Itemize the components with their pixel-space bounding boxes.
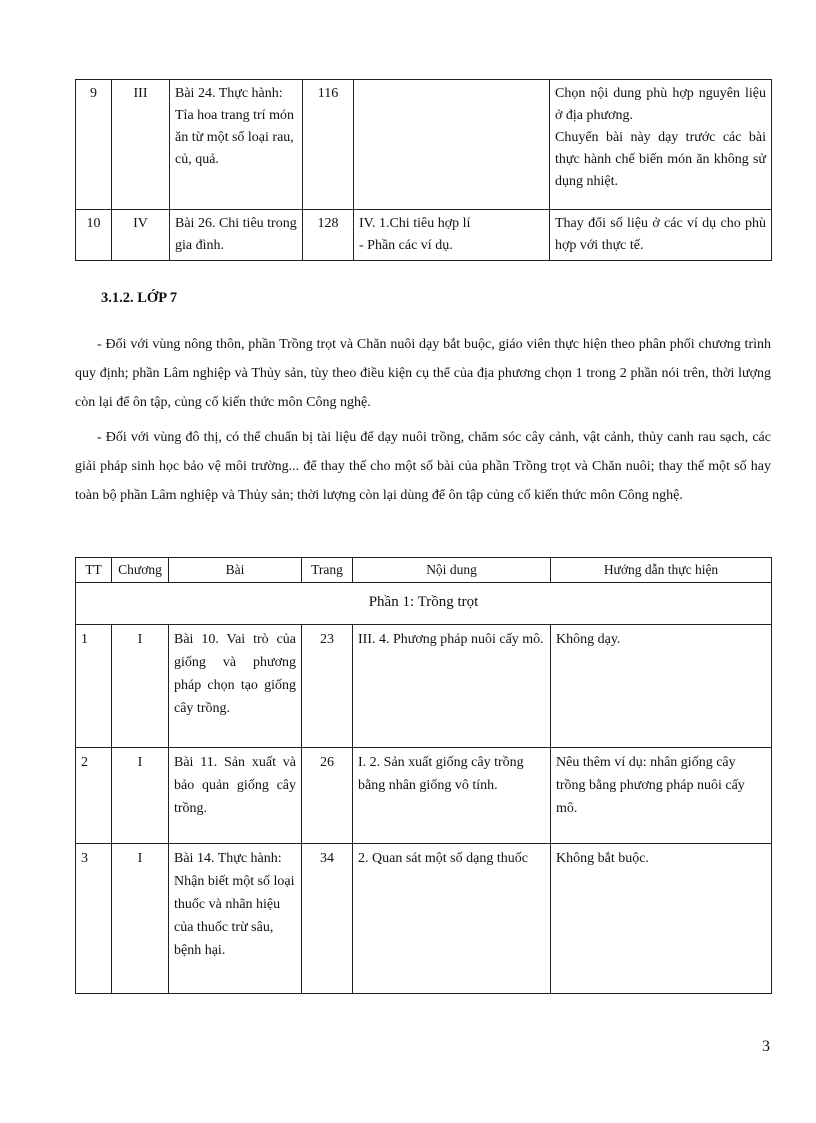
cell-tt: 10 [76, 210, 112, 261]
cell-huongdan: Không bắt buộc. [551, 844, 772, 994]
cell-huongdan: Không dạy. [551, 625, 772, 748]
cell-noidung: IV. 1.Chi tiêu hợp lí - Phần các ví dụ. [354, 210, 550, 261]
table-header-row [76, 558, 772, 583]
table-row [76, 748, 772, 844]
cell-noidung: III. 4. Phương pháp nuôi cấy mô. [353, 625, 551, 748]
page-number: 3 [762, 1038, 770, 1055]
table-row [76, 80, 772, 210]
cell-bai: Bài 24. Thực hành: Tỉa hoa trang trí món ăn từ một số loại rau, củ, quả. [170, 80, 303, 210]
cell-noidung: I. 2. Sản xuất giống cây trồng bằng nhân giống vô tính. [353, 748, 551, 844]
table-row [76, 210, 772, 261]
cell-trang: 128 [303, 210, 354, 261]
cell-chuong: I [112, 844, 169, 994]
section-heading: 3.1.2. LỚP 7 [101, 290, 178, 306]
paragraph-rural: - Đối với vùng nông thôn, phần Trồng trọt và Chăn nuôi dạy bắt buộc, giáo viên thực hiện theo phân phối chương trình quy định; phần Lâm nghiệp và Thủy sản, tùy theo điều kiện cụ thể của địa phương chọn 1 trong 2 phần nói trên, thời lượng còn lại để ôn tập, củng cố kiến thức môn Công nghệ. [75, 337, 771, 410]
cell-bai: Bài 14. Thực hành: Nhận biết một số loại thuốc và nhãn hiệu của thuốc trừ sâu, bệnh hại. [169, 844, 302, 994]
lop7-guidance-table [75, 557, 772, 994]
table-row [76, 625, 772, 748]
cell-trang: 23 [302, 625, 353, 748]
cell-noidung: 2. Quan sát một số dạng thuốc [353, 844, 551, 994]
cell-noidung [354, 80, 550, 210]
header-tt: TT [76, 558, 112, 583]
lop6-continuation-table [75, 79, 772, 261]
cell-huongdan: Chọn nội dung phù hợp nguyên liệu ở địa phương. Chuyển bài này dạy trước các bài thực hành chế biến món ăn không sử dụng nhiệt. [550, 80, 772, 210]
cell-chuong: IV [112, 210, 170, 261]
cell-tt: 3 [76, 844, 112, 994]
cell-tt: 9 [76, 80, 112, 210]
cell-bai: Bài 26. Chi tiêu trong gia đình. [170, 210, 303, 261]
cell-bai: Bài 10. Vai trò của giống và phương pháp chọn tạo giống cây trồng. [169, 625, 302, 748]
header-noidung: Nội dung [353, 558, 551, 583]
section-title-row [76, 583, 772, 625]
cell-trang: 34 [302, 844, 353, 994]
cell-trang: 116 [303, 80, 354, 210]
header-huongdan: Hướng dẫn thực hiện [551, 558, 772, 583]
cell-chuong: III [112, 80, 170, 210]
cell-bai: Bài 11. Sản xuất và bảo quản giống cây trồng. [169, 748, 302, 844]
table-row [76, 844, 772, 994]
cell-huongdan: Nêu thêm ví dụ: nhân giống cây trồng bằng phương pháp nuôi cấy mô. [551, 748, 772, 844]
cell-huongdan: Thay đổi số liệu ở các ví dụ cho phù hợp với thực tế. [550, 210, 772, 261]
header-chuong: Chương [112, 558, 169, 583]
cell-tt: 1 [76, 625, 112, 748]
paragraph-urban: - Đối với vùng đô thị, có thể chuẩn bị tài liệu để dạy nuôi trồng, chăm sóc cây cảnh, vật cảnh, thủy canh rau sạch, các giải pháp sinh học bảo vệ môi trường... để thay thế cho một số bài của phần Trồng trọt và Chăn nuôi; thay thế một số hay toàn bộ phần Lâm nghiệp và Thủy sản; thời lượng còn lại dùng để ôn tập củng cố kiến thức môn Công nghệ. [75, 430, 771, 503]
header-trang: Trang [302, 558, 353, 583]
cell-tt: 2 [76, 748, 112, 844]
cell-chuong: I [112, 625, 169, 748]
cell-chuong: I [112, 748, 169, 844]
header-bai: Bài [169, 558, 302, 583]
cell-trang: 26 [302, 748, 353, 844]
section-title: Phần 1: Trồng trọt [76, 583, 772, 625]
